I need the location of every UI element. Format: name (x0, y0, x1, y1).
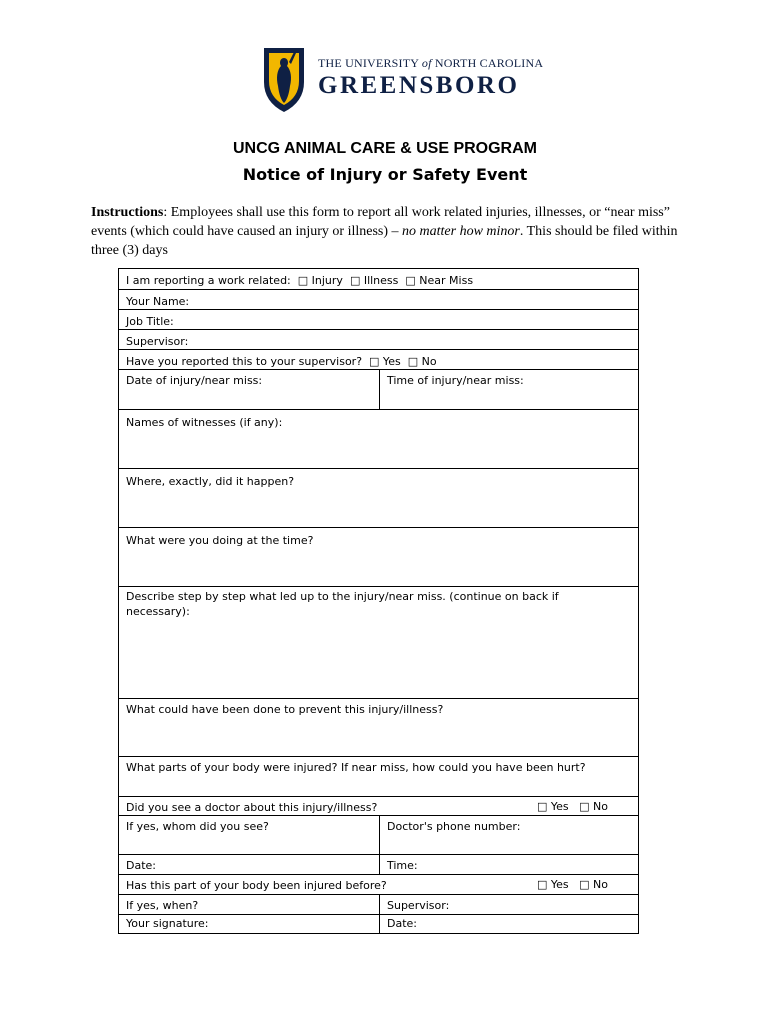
field-witnesses[interactable] (119, 410, 638, 469)
checkbox-prior-yes[interactable]: □ Yes (536, 878, 569, 891)
doing-label: What were you doing at the time? (126, 534, 314, 547)
row-prior-details (119, 895, 638, 915)
field-whom[interactable]: If yes, whom did you see? (126, 820, 269, 833)
prior-injury-label: Has this part of your body been injured before? (126, 879, 387, 892)
field-body-parts[interactable] (119, 757, 638, 797)
field-signature-date[interactable]: Date: (379, 915, 638, 933)
job-title-label: Job Title: (126, 315, 174, 328)
field-injury-time[interactable]: Time of injury/near miss: (379, 370, 638, 409)
checkbox-reported-no[interactable]: □ No (407, 355, 437, 368)
checkbox-doctor-yes[interactable]: □ Yes (536, 800, 569, 813)
field-visit-date[interactable]: Date: (126, 859, 156, 872)
field-prior-supervisor[interactable]: Supervisor: (379, 895, 638, 914)
row-visit-date-time (119, 855, 638, 875)
instructions-label: Instructions (91, 205, 164, 220)
field-describe[interactable] (119, 587, 638, 699)
row-doctor-details (119, 816, 638, 855)
reporting-type-label: I am reporting a work related: (126, 274, 291, 287)
row-reported-to-supervisor (119, 350, 638, 370)
logo-top-line: THE UNIVERSITY of NORTH CAROLINA (318, 56, 544, 70)
instructions-emphasis: no matter how minor (402, 224, 520, 239)
injury-form-table (118, 268, 639, 934)
field-supervisor[interactable] (119, 330, 638, 350)
row-date-time (119, 370, 638, 410)
field-where[interactable] (119, 469, 638, 528)
field-job-title[interactable] (119, 310, 638, 330)
field-prior-when[interactable]: If yes, when? (126, 899, 199, 912)
field-signature[interactable]: Your signature: (126, 917, 209, 930)
row-prior-injury (119, 875, 638, 895)
checkbox-near-miss[interactable]: □ Near Miss (405, 274, 474, 287)
logo-name: GREENSBORO (318, 72, 520, 99)
reported-label: Have you reported this to your supervisor? (126, 355, 363, 368)
describe-label: Describe step by step what led up to the injury/near miss. (continue on back if necessary): (126, 590, 559, 618)
form-title: Notice of Injury or Safety Event (242, 165, 528, 184)
body-parts-label: What parts of your body were injured? If near miss, how could you have been hurt? (126, 761, 586, 774)
field-doctor-phone[interactable]: Doctor's phone number: (379, 816, 638, 854)
row-reporting-type (119, 269, 638, 290)
checkbox-prior-no[interactable]: □ No (579, 878, 608, 891)
field-doing[interactable] (119, 528, 638, 587)
row-doctor (119, 797, 638, 816)
prevent-label: What could have been done to prevent this injury/illness? (126, 703, 444, 716)
witnesses-label: Names of witnesses (if any): (126, 416, 283, 429)
supervisor-label: Supervisor: (126, 335, 189, 348)
instructions: Instructions: Employees shall use this form to report all work related injuries, illnesses, or “near miss” events (which could have caused an injury or illness) – no matter how minor. This should be filed within three (3) days (91, 205, 678, 258)
field-visit-time[interactable]: Time: (379, 855, 638, 874)
where-label: Where, exactly, did it happen? (126, 475, 295, 488)
checkbox-reported-yes[interactable]: □ Yes (369, 355, 401, 368)
doctor-label: Did you see a doctor about this injury/illness? (126, 801, 378, 814)
field-your-name[interactable] (119, 290, 638, 310)
university-logo (260, 42, 544, 114)
uncg-shield-icon (260, 42, 308, 114)
checkbox-doctor-no[interactable]: □ No (579, 800, 608, 813)
checkbox-illness[interactable]: □ Illness (349, 274, 399, 287)
field-prevent[interactable] (119, 699, 638, 757)
field-injury-date[interactable]: Date of injury/near miss: (126, 374, 263, 387)
checkbox-injury[interactable]: □ Injury (297, 274, 343, 287)
program-title: UNCG ANIMAL CARE & USE PROGRAM (232, 140, 537, 157)
row-signature (119, 915, 638, 933)
your-name-label: Your Name: (126, 295, 190, 308)
